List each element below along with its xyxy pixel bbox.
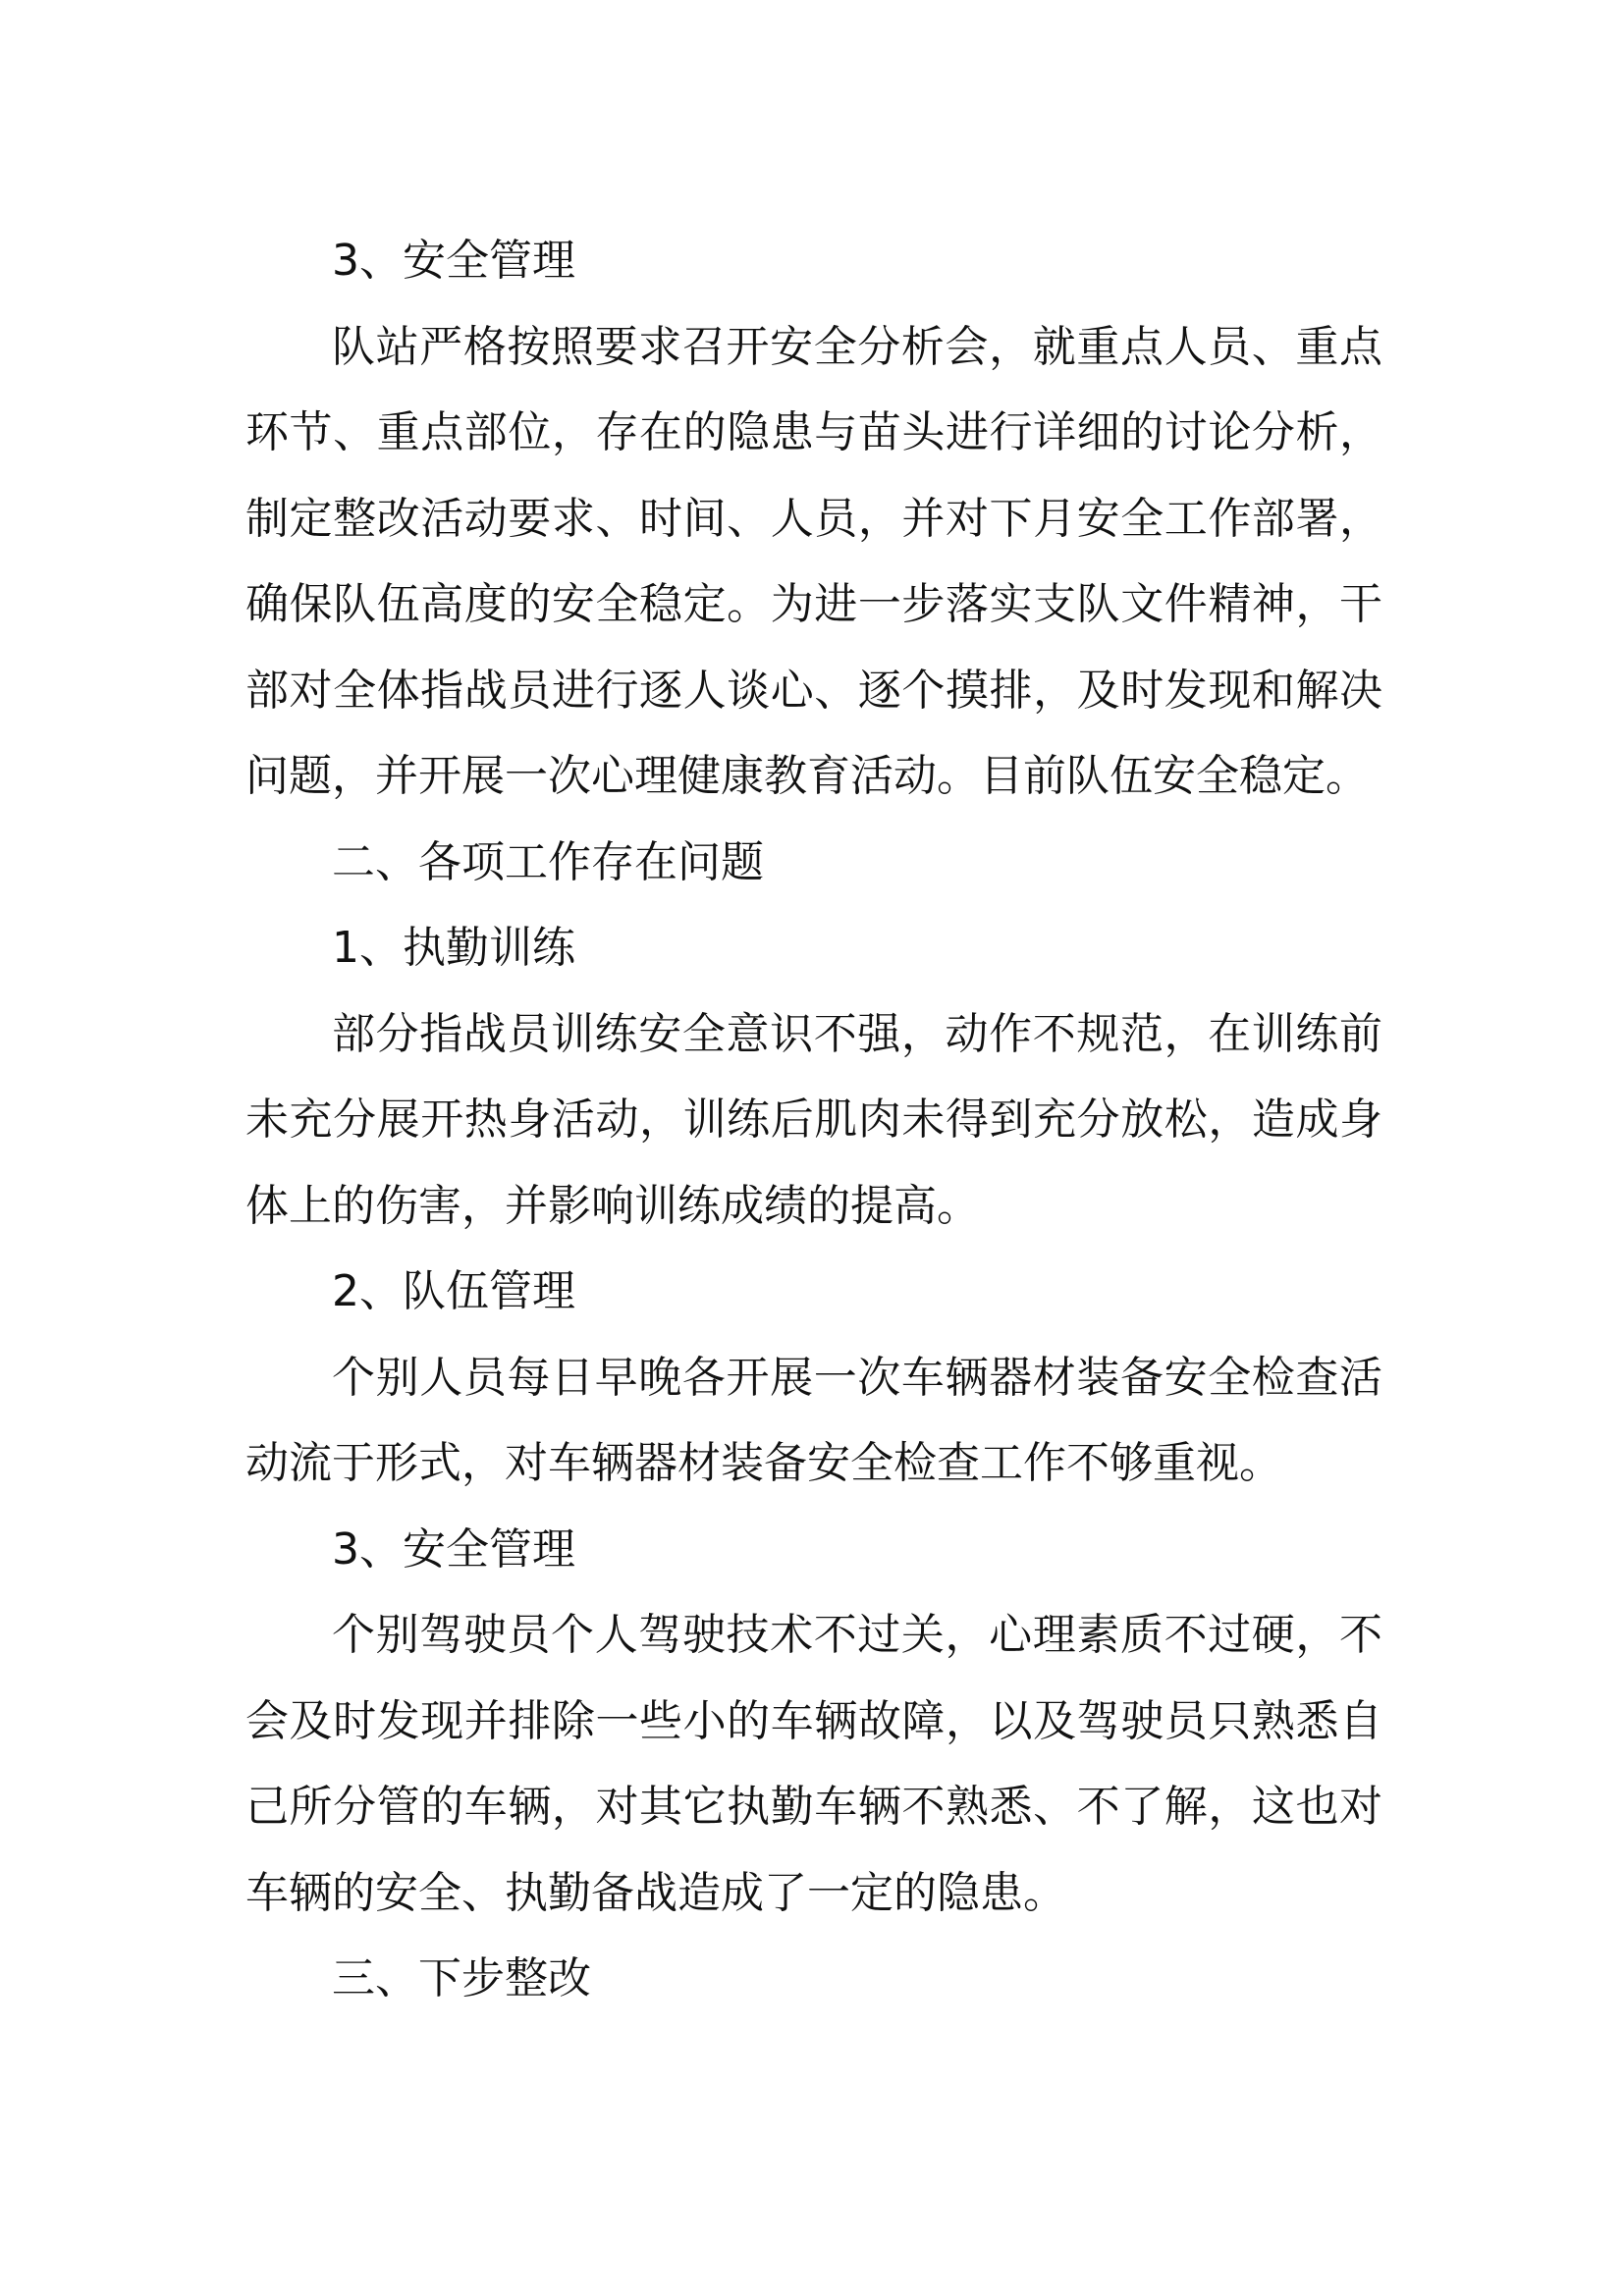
section-heading-next-rectification: 三、下步整改 [332, 1953, 591, 2003]
paragraph-driver-problems: 个别驾驶员个人驾驶技术不过关，心理素质不过硬，不会及时发现并排除一些小的车辆故障，以及驾驶员只熟悉自己所分管的车辆，对其它执勤车辆不熟悉、不了解，这也对车辆的安全、执勤备战造成了一定的隐患。 [245, 1610, 1382, 1918]
paragraph-inspection-problems: 个别人员每日早晚各开展一次车辆器材装备安全检查活动流于形式，对车辆器材装备安全检查工作不够重视。 [245, 1352, 1382, 1488]
document-body [245, 218, 1382, 2022]
section-heading-safety-management: 3、安全管理 [332, 236, 575, 286]
paragraph-safety-analysis: 队站严格按照要求召开安全分析会，就重点人员、重点环节、重点部位，存在的隐患与苗头进行详细的讨论分析，制定整改活动要求、时间、人员，并对下月安全工作部署，确保队伍高度的安全稳定。为进一步落实支队文件精神，干部对全体指战员进行逐人谈心、逐个摸排，及时发现和解决问题，并开展一次心理健康教育活动。目前队伍安全稳定。 [245, 321, 1382, 801]
section-heading-existing-problems: 二、各项工作存在问题 [332, 836, 764, 887]
section-heading-safety-management-2: 3、安全管理 [332, 1523, 575, 1575]
section-heading-duty-training: 1、执勤训练 [332, 923, 575, 973]
paragraph-training-problems: 部分指战员训练安全意识不强，动作不规范，在训练前未充分展开热身活动，训练后肌肉未得到充分放松，造成身体上的伤害，并影响训练成绩的提高。 [245, 1008, 1382, 1231]
section-heading-team-management: 2、队伍管理 [332, 1266, 575, 1316]
